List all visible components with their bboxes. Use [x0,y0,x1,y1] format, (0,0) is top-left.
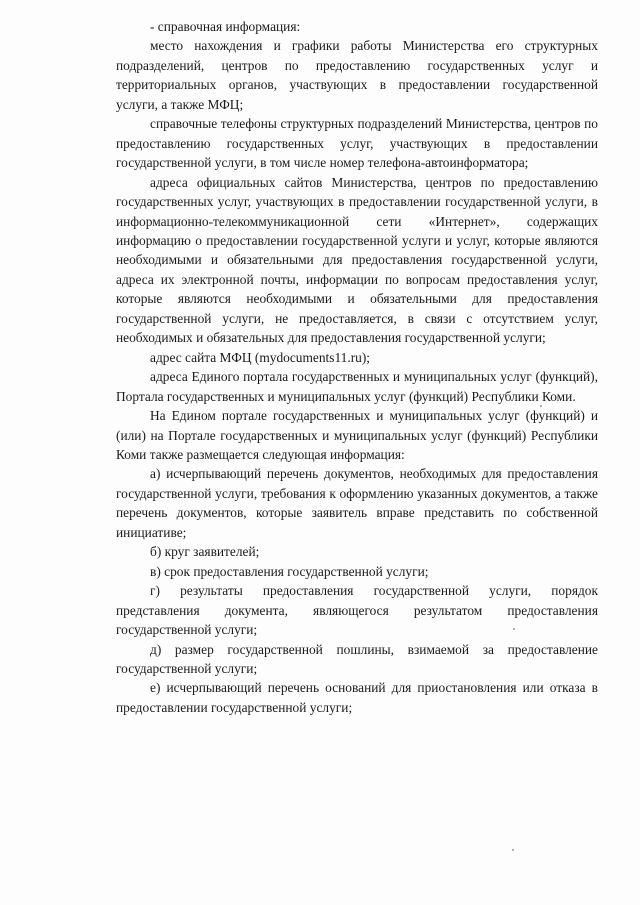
paragraph-reference-info-heading: - справочная информация: [150,19,301,34]
paragraph-portal-addresses: адреса Единого портала государственных и муниципальных услуг (функций), Портала государственных и муниципальных услуг (функций) Республики Коми. [116,369,598,404]
paragraph-item-a: а) исчерпывающий перечень документов, необходимых для предоставления государственной услуги, требования к оформлению указанных документов, а также перечень документов, которые заявитель вправе представить по собственной инициативе; [116,466,598,540]
paragraph-item-b: б) круг заявителей; [150,544,260,560]
paragraph-item-g: г) результаты предоставления государственной услуги, порядок представления документа, являющегося результатом предоставления государственной услуги; [116,583,598,638]
paragraph-item-d: д) размер государственной пошлины, взимаемой за предоставление государственной услуги; [116,641,598,676]
paragraph-item-e: е) исчерпывающий перечень оснований для приостановления или отказа в предоставлении государственной услуги; [116,680,598,715]
paragraph-official-sites: адреса официальных сайтов Министерства, центров по предоставлению государственных услуг, участвующих в предоставлении государственной услуги, в информационно-телекоммуникационной сети «Интернет», содержащих информацию о предоставлении государственной услуги и услуг, которые являются необходимыми и обязательными для предоставления государственной услуги, адреса их электронной почты, информации по вопросам предоставления услуг, которые являются необходимыми и обязательными для предоставления государственной услуги, не предоставляется, в связи с отсутствием услуг, необходимых и обязательных для предоставления государственной услуги; [116,174,598,346]
paragraph-location-schedule: место нахождения и графики работы Министерства его структурных подразделений, центров по предоставлению государственных услуг и территориальных органов, участвующих в предоставлении государственной услуги, а также МФЦ; [116,38,598,112]
paragraph-mfc-site: адрес сайта МФЦ (mydocuments11.ru); [150,349,371,365]
document-body [116,17,598,717]
scan-speck [513,628,515,630]
paragraph-portal-info-intro: На Едином портале государственных и муниципальных услуг (функций) и (или) на Портале государственных и муниципальных услуг (функций) Республики Коми также размещается следующая информация: [116,408,598,462]
scan-speck [512,849,514,851]
paragraph-item-v: в) срок предоставления государственной услуги; [150,563,429,579]
scan-speck [540,405,542,407]
paragraph-reference-phones: справочные телефоны структурных подразделений Министерства, центров по предоставлению государственных услуг, участвующих в предоставлении государственной услуги, в том числе номер телефона-автоинформатора; [116,116,598,171]
